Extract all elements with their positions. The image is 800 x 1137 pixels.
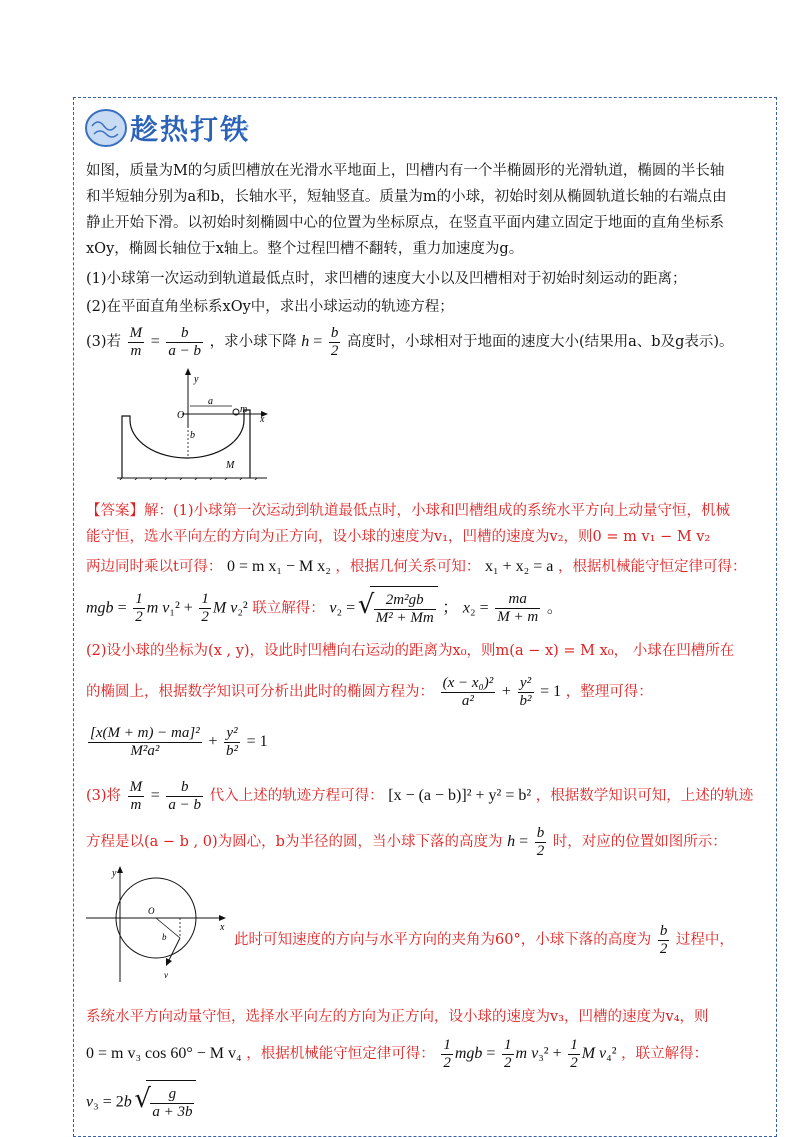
q3-suffix: 高度时，小球相对于地面的速度大小(结果用a、b及g表示)。 <box>347 334 734 350</box>
answer-1-line-1: 【答案】解：(1)小球第一次运动到轨道最低点时，小球和凹槽组成的系统水平方向上动量守恒，机械 <box>86 503 731 519</box>
half-b: $\frac{b}{2}$ <box>330 324 339 359</box>
a3-l1-text-b: 代入上述的轨迹方程可得： <box>209 788 384 804</box>
problem-line-2: 和半短轴分别为a和b，长轴水平，短轴竖直。质量为m的小球，初始时刻从椭圆轨道长轴的右端点由 <box>86 189 727 205</box>
fig1-y-label: y <box>194 374 199 385</box>
a2-l2-text-a: 的椭圆上，根据数学知识可分析出此时的椭圆方程为： <box>86 684 434 700</box>
fig2-v-label: v <box>164 970 168 980</box>
a3-l2-text-a: 方程是以(a − b , 0)为圆心，b为半径的圆，当小球下落的高度为 <box>86 834 503 850</box>
a1-l3-eq-geometry: x₁ + x₂ = a <box>485 558 554 575</box>
a1-l3-text-c: ，根据几何关系可知： <box>335 559 481 575</box>
a3-l2-text-b: 时，对应的位置如图所示： <box>552 834 727 850</box>
a3-l5-text-b: ，根据机械能守恒定律可得： <box>246 1046 435 1062</box>
a1-l3-text-a: 两边同时乘以t可得： <box>86 559 223 575</box>
problem-line-1: 如图，质量为M的匀质凹槽放在光滑水平地面上，凹槽内有一个半椭圆形的光滑轨道，椭圆的半长轴 <box>86 163 725 179</box>
q3-prefix: (3)若 <box>86 334 122 350</box>
q3-middle: ，求小球下降 <box>209 334 297 350</box>
problem-line-3: 静止开始下滑。以初始时刻椭圆中心的位置为坐标原点，在竖直平面内建立固定于地面的直角坐标系 <box>86 215 724 231</box>
problem-line-4: xOy，椭圆长轴位于x轴上。整个过程凹槽不翻转，重力加速度为g。 <box>86 241 524 257</box>
fig1-origin-label: O <box>177 410 185 421</box>
a3-l3-text-a: 此时可知速度的方向与水平方向的夹角为60°，小球下落的高度为 <box>234 932 652 948</box>
answer-3-line-4: 系统水平方向动量守恒，选择水平向左的方向为正方向，设小球的速度为v₃，凹槽的速度为v₄，则 <box>86 1009 709 1025</box>
answer-3-line-1: (3)将 $\frac{M}{m}$ = $\frac{b}{a - b}$ 代入上述的轨迹方程可得： [x − (a − b)]² + y² = b² ，根据数学知识可知，上述的轨迹 <box>86 778 754 813</box>
a1-l4-text: 联立解得： <box>252 600 325 617</box>
a2-l2-text-b: ，整理可得： <box>565 684 653 700</box>
fig1-M-label: M <box>226 460 235 471</box>
a3-l1-eq-circle: [x − (a − b)]² + y² = b² <box>388 787 532 804</box>
question-2: (2)在平面直角坐标系xOy中，求出小球运动的轨迹方程； <box>86 299 454 315</box>
a2-l1-text-a: (2)设小球的坐标为(x , y)，设此时凹槽向右运动的距离为x₀，则m(a − x) = M x₀， <box>86 643 629 659</box>
answer-1-line-3 <box>86 554 766 580</box>
logo-title: 趁热打铁 <box>130 113 251 146</box>
answer-1-line-4: mgb = $\frac{1}{2}$ m v₁² + $\frac{1}{2}$ M v₂² 联立解得： v₂ = √ $\frac{\text{2m²gb}}{\text{M² + Mm}}$ ； x₂ = $\frac{ma}{M + m}$ 。 <box>86 586 766 631</box>
answer-2-line-2: 的椭圆上，根据数学知识可分析出此时的椭圆方程为： $\frac{\text{(x − x₀)²}}{\text{a²}}$ + $\frac{\text{y²}}{\text{b²}}$ = 1 ，整理可得： <box>86 674 653 709</box>
ratio-b-over-a-minus-b: $\frac{b}{a - b}$ <box>168 324 202 359</box>
circle-trajectory-diagram <box>84 866 234 984</box>
answer-3-line-3: 此时可知速度的方向与水平方向的夹角为60°，小球下落的高度为 $\frac{b}{2}$ 过程中， <box>234 922 734 957</box>
fig1-a-label: a <box>208 396 213 407</box>
fig2-x-label: x <box>220 922 225 933</box>
a2-l1-text-b: 小球在凹槽所在 <box>632 643 735 659</box>
a3-l5-eq-momentum: 0 = m v₃ cos 60° − M v₄ <box>86 1045 242 1062</box>
question-3: (3)若 $\frac{M}{m}$ = $\frac{b}{a - b}$ ，求小球下降 h = $\frac{b}{2}$ 高度时，小球相对于地面的速度大小(结果用a、b及g表示)。 <box>86 324 734 359</box>
answer-2-line-3: $\frac{\text{[x(M + m) − ma]²}}{\text{M²a²}}$ + $\frac{\text{y²}}{\text{b²}}$ = 1 <box>90 724 268 759</box>
answer-3-line-5: 0 = m v₃ cos 60° − M v₄ ，根据机械能守恒定律可得： $\frac{1}{2}$ mgb = $\frac{1}{2}$ m v₃² + $\frac{1}{2}$ M v₄² ，联立解得： <box>86 1036 709 1071</box>
fig2-b-label: b <box>162 932 167 942</box>
question-1: (1)小球第一次运动到轨道最低点时，求凹槽的速度大小以及凹槽相对于初始时刻运动的距离； <box>86 271 687 287</box>
a3-l1-text-d: ，根据数学知识可知，上述的轨迹 <box>535 788 754 804</box>
answer-1-line-2: 能守恒，选水平向左的方向为正方向，设小球的速度为v₁，凹槽的速度为v₂，则0 = m v₁ − M v₂ <box>86 529 711 545</box>
a3-l3-text-b: 过程中， <box>675 932 734 948</box>
a3-l1-text-a: (3)将 <box>86 788 122 804</box>
a1-l3-eq-momentum: 0 = m x₁ − M x₂ <box>226 558 331 575</box>
fig2-origin-label: O <box>148 906 155 916</box>
fig1-m-label: m <box>240 404 248 415</box>
fig2-y-label: y <box>112 868 117 879</box>
groove-diagram <box>112 368 272 480</box>
fig1-x-label: x <box>260 414 265 425</box>
a1-l3-text-e: ，根据机械能守恒定律可得： <box>557 559 747 575</box>
fig1-b-label: b <box>190 430 195 441</box>
answer-3-line-2: 方程是以(a − b , 0)为圆心，b为半径的圆，当小球下落的高度为 h = $\frac{b}{2}$ 时，对应的位置如图所示： <box>86 824 727 859</box>
ratio-M-over-m: $\frac{M}{m}$ <box>129 324 143 359</box>
answer-3-result: v₃ = 2b √ $\frac{g}{a + 3b}$ <box>86 1080 766 1125</box>
a3-l5-text-c: ，联立解得： <box>621 1046 709 1062</box>
answer-2-line-1 <box>86 638 766 664</box>
